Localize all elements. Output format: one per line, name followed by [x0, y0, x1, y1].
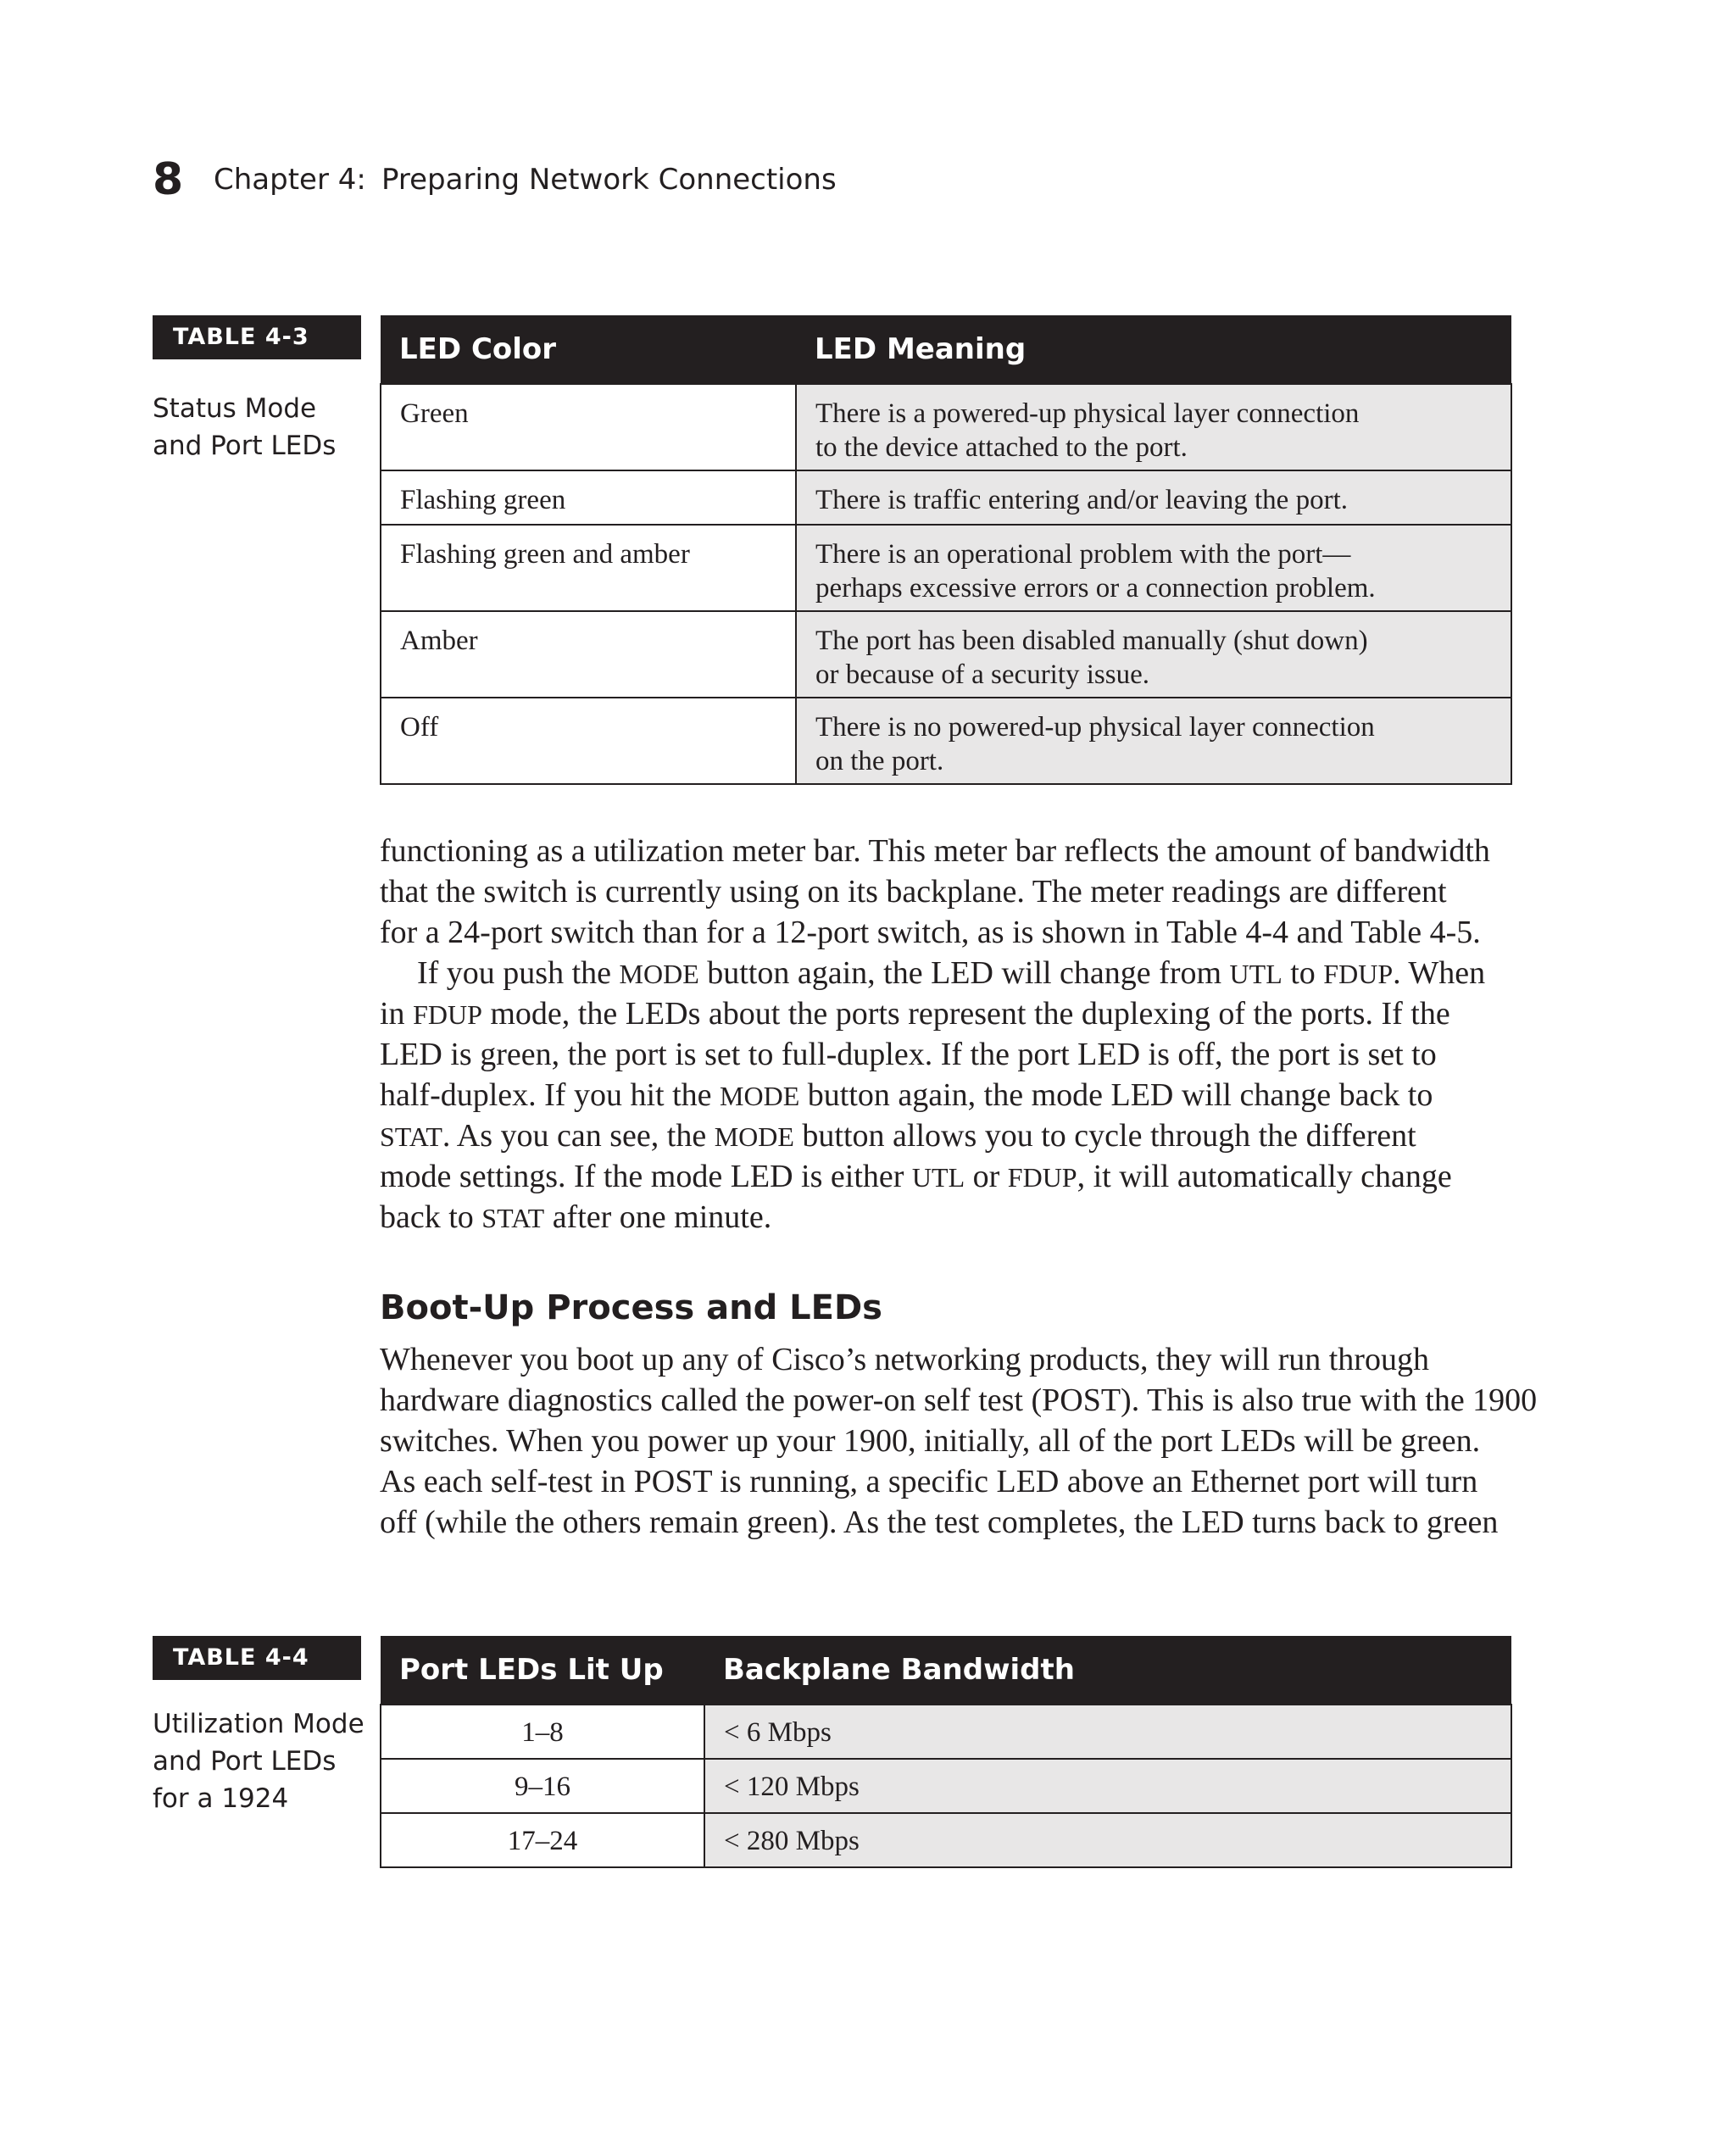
meaning-line: There is traffic entering and/or leaving the port. [815, 485, 1348, 515]
paragraph-line: half-duplex. If you hit the MODE button again, the mode LED will change back to [380, 1077, 1433, 1113]
table-4-3 [380, 315, 1512, 785]
table-row [381, 698, 1511, 784]
table-row [381, 611, 1511, 698]
paragraph-line: functioning as a utilization meter bar. This meter bar reflects the amount of bandwidth [380, 833, 1490, 869]
paragraph-line: As each self-test in POST is running, a specific LED above an Ethernet port will turn [380, 1464, 1478, 1499]
paragraph-line: If you push the MODE button again, the LED will change from UTL to FDUP. When [417, 955, 1486, 991]
table-header-row [381, 315, 1511, 384]
table-row [381, 1705, 1511, 1759]
meaning-line: There is an operational problem with the port— [815, 539, 1351, 570]
led-color-cell: Flashing green and amber [381, 525, 796, 611]
header-backplane-bandwidth: Backplane Bandwidth [704, 1636, 1511, 1705]
paragraph-line: off (while the others remain green). As the test completes, the LED turns back to green [380, 1505, 1499, 1540]
table-row [381, 1813, 1511, 1867]
paragraph-line: mode settings. If the mode LED is either UTL or FDUP, it will automatically change [380, 1159, 1452, 1194]
fdup-term: FDUP [1007, 1162, 1077, 1193]
mode-term: MODE [714, 1121, 794, 1152]
meaning-line: There is no powered-up physical layer connection [815, 712, 1375, 743]
meaning-line: There is a powered-up physical layer connection [815, 398, 1360, 429]
meaning-line: on the port. [815, 746, 944, 776]
bandwidth-cell: < 280 Mbps [704, 1813, 1511, 1867]
paragraph-line: switches. When you power up your 1900, initially, all of the port LEDs will be green. [380, 1423, 1481, 1459]
caption-line: for a 1924 [153, 1783, 289, 1814]
section-paragraph [380, 1339, 1538, 1543]
led-meaning-cell [796, 698, 1511, 784]
led-color-cell: Off [381, 698, 796, 784]
stat-term: STAT [380, 1121, 442, 1152]
table-row [381, 384, 1511, 470]
port-leds-cell: 9–16 [381, 1759, 704, 1813]
bandwidth-cell: < 120 Mbps [704, 1759, 1511, 1813]
table-4-3-caption [153, 390, 364, 464]
header-port-leds: Port LEDs Lit Up [381, 1636, 704, 1705]
body-paragraphs [380, 831, 1516, 1238]
table-4-4-caption [153, 1705, 364, 1817]
meaning-line: The port has been disabled manually (shut down) [815, 626, 1368, 656]
header-led-color: LED Color [381, 315, 796, 384]
paragraph-line: that the switch is currently using on its backplane. The meter readings are different [380, 874, 1447, 909]
paragraph-line: hardware diagnostics called the power-on self test (POST). This is also true with the 1900 [380, 1382, 1538, 1418]
table-row [381, 470, 1511, 525]
table-4-4-tag: TABLE 4-4 [153, 1636, 361, 1680]
caption-line: Utilization Mode [153, 1709, 364, 1739]
paragraph-line: LED is green, the port is set to full-duplex. If the port LED is off, the port is set to [380, 1037, 1437, 1072]
meaning-line: to the device attached to the port. [815, 432, 1188, 463]
caption-line: and Port LEDs [153, 431, 337, 461]
utl-term: UTL [1229, 959, 1283, 989]
paragraph-line: Whenever you boot up any of Cisco’s networking products, they will run through [380, 1342, 1429, 1377]
led-color-cell: Amber [381, 611, 796, 698]
caption-line: and Port LEDs [153, 1746, 337, 1777]
fdup-term: FDUP [413, 999, 482, 1030]
led-meaning-cell [796, 611, 1511, 698]
chapter-label: Chapter 4: [214, 163, 366, 197]
section-heading: Boot-Up Process and LEDs [380, 1288, 882, 1327]
table-row [381, 1759, 1511, 1813]
mode-term: MODE [619, 959, 699, 989]
led-meaning-cell [796, 384, 1511, 470]
paragraph-line: for a 24-port switch than for a 12-port switch, as is shown in Table 4-4 and Table 4-5. [380, 915, 1481, 950]
bandwidth-cell: < 6 Mbps [704, 1705, 1511, 1759]
led-meaning-cell [796, 470, 1511, 525]
chapter-title: Preparing Network Connections [381, 163, 837, 197]
meaning-line: perhaps excessive errors or a connection problem. [815, 573, 1376, 604]
led-color-cell: Green [381, 384, 796, 470]
table-4-4 [380, 1636, 1512, 1868]
page-number: 8 [153, 154, 184, 205]
fdup-term: FDUP [1323, 959, 1394, 989]
mode-term: MODE [720, 1081, 800, 1111]
table-header-row [381, 1636, 1511, 1705]
port-leds-cell: 17–24 [381, 1813, 704, 1867]
table-row [381, 525, 1511, 611]
port-leds-cell: 1–8 [381, 1705, 704, 1759]
stat-term: STAT [481, 1203, 545, 1233]
paragraph-line: back to STAT after one minute. [380, 1199, 772, 1235]
caption-line: Status Mode [153, 393, 317, 424]
paragraph-line: in FDUP mode, the LEDs about the ports represent the duplexing of the ports. If the [380, 996, 1450, 1032]
paragraph-line: STAT. As you can see, the MODE button allows you to cycle through the different [380, 1118, 1416, 1154]
table-4-3-tag: TABLE 4-3 [153, 315, 361, 359]
led-color-cell: Flashing green [381, 470, 796, 525]
utl-term: UTL [911, 1162, 965, 1193]
meaning-line: or because of a security issue. [815, 659, 1150, 690]
led-meaning-cell [796, 525, 1511, 611]
header-led-meaning: LED Meaning [796, 315, 1511, 384]
